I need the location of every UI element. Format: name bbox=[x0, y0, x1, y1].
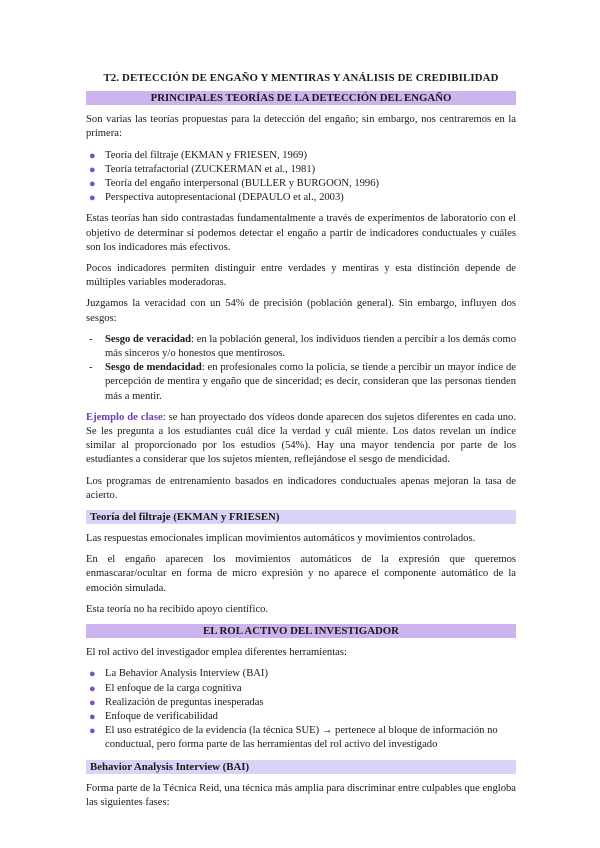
paragraph: Juzgamos la veracidad con un 54% de precisión (población general). Sin embargo, influyen dos sesgos: bbox=[86, 298, 516, 324]
bullet-icon: ● bbox=[89, 192, 96, 205]
section-heading-theories: PRINCIPALES TEORÍAS DE LA DETECCIÓN DEL ENGAÑO bbox=[86, 91, 516, 105]
paragraph: Forma parte de la Técnica Reid, una técnica más amplia para discriminar entre culpables que engloba las siguientes fases: bbox=[86, 782, 516, 808]
list-item: ● Teoría tetrafactorial (ZUCKERMAN et al., 1981) bbox=[89, 163, 316, 176]
list-item: - Sesgo de mendacidad: en profesionales como la policía, se tiende a percibir un mayor índice de percepción de mentira y engaño que de sinceridad; es decir, consideran que las personas tienden más a mentir. bbox=[89, 362, 516, 402]
section-heading-filter-theory: Teoría del filtraje (EKMAN y FRIESEN) bbox=[86, 510, 516, 524]
paragraph: Los programas de entrenamiento basados en indicadores conductuales apenas mejoran la tasa de acierto. bbox=[86, 475, 516, 501]
bias-term: Sesgo de veracidad bbox=[105, 333, 192, 345]
list-item: ● La Behavior Analysis Interview (BAI) bbox=[89, 668, 268, 681]
paragraph: Esta teoría no ha recibido apoyo científico. bbox=[86, 603, 269, 615]
biases-list bbox=[86, 333, 516, 404]
list-item: ● El enfoque de la carga cognitiva bbox=[89, 682, 242, 695]
document-content bbox=[86, 71, 516, 817]
example-label: Ejemplo de clase bbox=[86, 411, 163, 423]
paragraph: Estas teorías han sido contrastadas fundamentalmente a través de experimentos de laboratorio con el objetivo de determinar si podemos detectar el engaño a partir de indicadores conductuales y cuáles son los indicadores más efectivos. bbox=[86, 213, 516, 253]
tools-list bbox=[86, 667, 516, 752]
list-item: ● Enfoque de verificabilidad bbox=[89, 710, 218, 723]
document-title: T2. DETECCIÓN DE ENGAÑO Y MENTIRAS Y ANÁLISIS DE CREDIBILIDAD bbox=[103, 72, 499, 84]
theories-intro: Son varias las teorías propuestas para la detección del engaño; sin embargo, nos centraremos en la primera: bbox=[86, 114, 516, 140]
example-paragraph: Ejemplo de clase: se han proyectado dos vídeos donde aparecen dos sujetos diferentes en cada uno. Se les pregunta a los estudiantes cuál dice la verdad y cuál miente. Los datos revelan un índice similar al proporcionado por los estudios (54%). Hay una mayor tendencia por parte de los estudiantes a considerar que los sujetos mienten, reflejándose el sesgo de mendicidad. bbox=[86, 411, 516, 466]
paragraph: Pocos indicadores permiten distinguir entre verdades y mentiras y esta distinción depende de múltiples variables moderadoras. bbox=[86, 263, 516, 289]
list-item: ● El uso estratégico de la evidencia (la técnica SUE) → pertenece al bloque de información no conductual, pero forma parte de las herramientas del rol activo del investigado bbox=[89, 725, 498, 751]
theories-list bbox=[86, 149, 516, 206]
bullet-icon: ● bbox=[89, 668, 96, 681]
bullet-icon: ● bbox=[89, 696, 96, 709]
list-item: ● Teoría del engaño interpersonal (BULLER y BURGOON, 1996) bbox=[89, 178, 380, 191]
paragraph: En el engaño aparecen los movimientos automáticos de la expresión que queremos enmascarar/ocultar en forma de micro expresión y no aparece el componente automático de la emoción simulada. bbox=[86, 554, 516, 594]
list-item: - Sesgo de veracidad: en la población general, los individuos tienden a percibir a los demás como más sinceros y/o honestos que mentirosos. bbox=[89, 333, 516, 360]
section-heading-active-role: EL ROL ACTIVO DEL INVESTIGADOR bbox=[86, 624, 516, 638]
bullet-icon: ● bbox=[89, 178, 96, 191]
paragraph: Las respuestas emocionales implican movimientos automáticos y movimientos controlados. bbox=[86, 533, 476, 545]
section-heading-bai: Behavior Analysis Interview (BAI) bbox=[86, 760, 516, 774]
list-item: ● Teoría del filtraje (EKMAN y FRIESEN, 1969) bbox=[89, 149, 307, 162]
bullet-icon: ● bbox=[89, 725, 96, 738]
list-item: ● Perspectiva autopresentacional (DEPAULO et al., 2003) bbox=[89, 192, 344, 205]
bullet-icon: ● bbox=[89, 682, 96, 695]
list-item: ● Realización de preguntas inesperadas bbox=[89, 696, 264, 709]
bullet-icon: ● bbox=[89, 163, 96, 176]
paragraph: El rol activo del investigador emplea diferentes herramientas: bbox=[86, 647, 347, 659]
bullet-icon: ● bbox=[89, 149, 96, 162]
bullet-icon: ● bbox=[89, 710, 96, 723]
bias-term: Sesgo de mendacidad bbox=[105, 362, 202, 374]
